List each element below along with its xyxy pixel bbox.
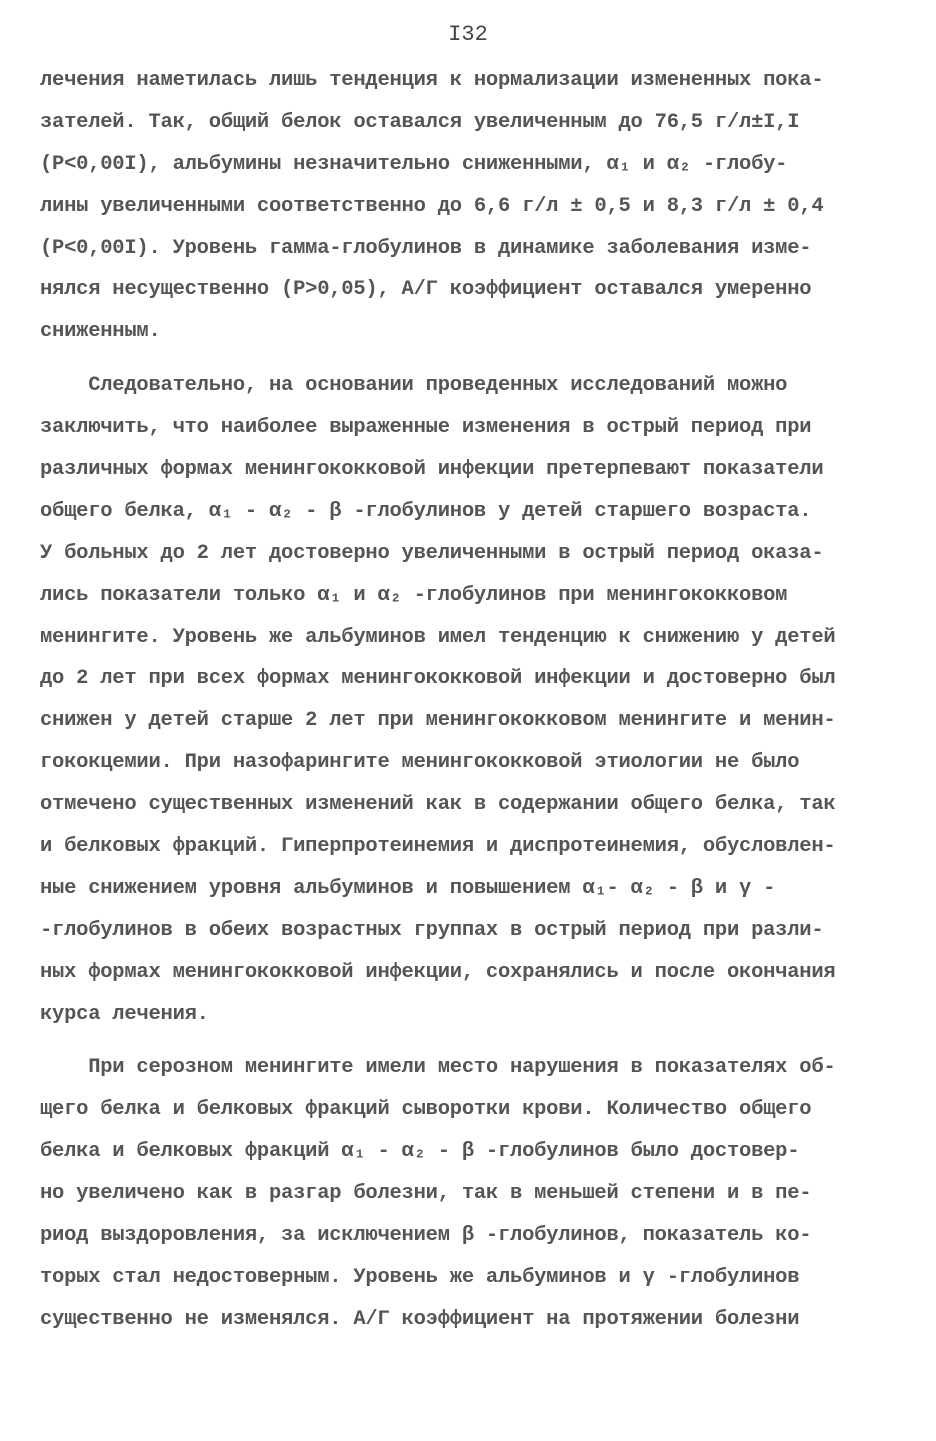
text-line: Следовательно, на основании проведенных исследований можно	[40, 374, 788, 398]
page-number: I32	[448, 22, 488, 47]
paragraph-gap	[40, 1035, 890, 1047]
text-line: лины увеличенными соответственно до 6,6 г/л ± 0,5 и 8,3 г/л ± 0,4	[40, 194, 824, 218]
text-line: лись показатели только α₁ и α₂ -глобулинов при менингококковом	[40, 583, 788, 607]
text-line: ных формах менингококковой инфекции, сохранялись и после окончания	[40, 960, 836, 984]
text-line: (P<0,00I). Уровень гамма-глобулинов в динамике заболевания изме-	[40, 236, 812, 260]
text-line: гококцемии. При назофарингите менингококковой этиологии не было	[40, 751, 800, 775]
paragraph-gap	[40, 353, 890, 365]
body-text	[40, 60, 890, 1341]
text-line: сниженным.	[40, 320, 161, 344]
text-line: лечения наметилась лишь тенденция к нормализации измененных пока-	[40, 69, 824, 92]
text-line: менингите. Уровень же альбуминов имел тенденцию к снижению у детей	[40, 625, 836, 649]
text-line: ные снижением уровня альбуминов и повышением α₁- α₂ - β и γ -	[40, 876, 776, 900]
text-line: до 2 лет при всех формах менингококковой инфекции и достоверно был	[40, 667, 836, 691]
text-line: курса лечения.	[40, 1002, 209, 1026]
text-line: щего белка и белковых фракций сыворотки крови. Количество общего	[40, 1098, 812, 1122]
text-line: и белковых фракций. Гиперпротеинемия и диспротеинемия, обусловлен-	[40, 835, 836, 859]
text-line: но увеличено как в разгар болезни, так в меньшей степени и в пе-	[40, 1182, 812, 1206]
paragraph	[40, 60, 890, 353]
text-line: При серозном менингите имели место нарушения в показателях об-	[40, 1056, 836, 1080]
text-line: У больных до 2 лет достоверно увеличенными в острый период оказа-	[40, 541, 824, 565]
text-line: заключить, что наиболее выраженные изменения в острый период при	[40, 416, 812, 440]
text-line: существенно не изменялся. А/Г коэффициент на протяжении болезни	[40, 1307, 800, 1331]
text-line: различных формах менингококковой инфекции претерпевают показатели	[40, 458, 824, 482]
text-line: нялся несущественно (P>0,05), А/Г коэффициент оставался умеренно	[40, 278, 812, 302]
text-line: снижен у детей старше 2 лет при менингококковом менингите и менин-	[40, 709, 836, 733]
text-line: -глобулинов в обеих возрастных группах в острый период при разли-	[40, 918, 824, 942]
paragraph	[40, 1047, 890, 1340]
paragraph	[40, 365, 890, 1035]
text-line: риод выздоровления, за исключением β -глобулинов, показатель ко-	[40, 1224, 812, 1248]
text-line: торых стал недостоверным. Уровень же альбуминов и γ -глобулинов	[40, 1265, 800, 1289]
text-line: отмечено существенных изменений как в содержании общего белка, так	[40, 793, 836, 817]
text-line: (P<0,00I), альбумины незначительно сниженными, α₁ и α₂ -глобу-	[40, 152, 788, 176]
text-line: общего белка, α₁ - α₂ - β -глобулинов у детей старшего возраста.	[40, 499, 812, 523]
text-line: белка и белковых фракций α₁ - α₂ - β -глобулинов было достовер-	[40, 1140, 800, 1164]
text-line: зателей. Так, общий белок оставался увеличенным до 76,5 г/л±I,I	[40, 110, 800, 134]
